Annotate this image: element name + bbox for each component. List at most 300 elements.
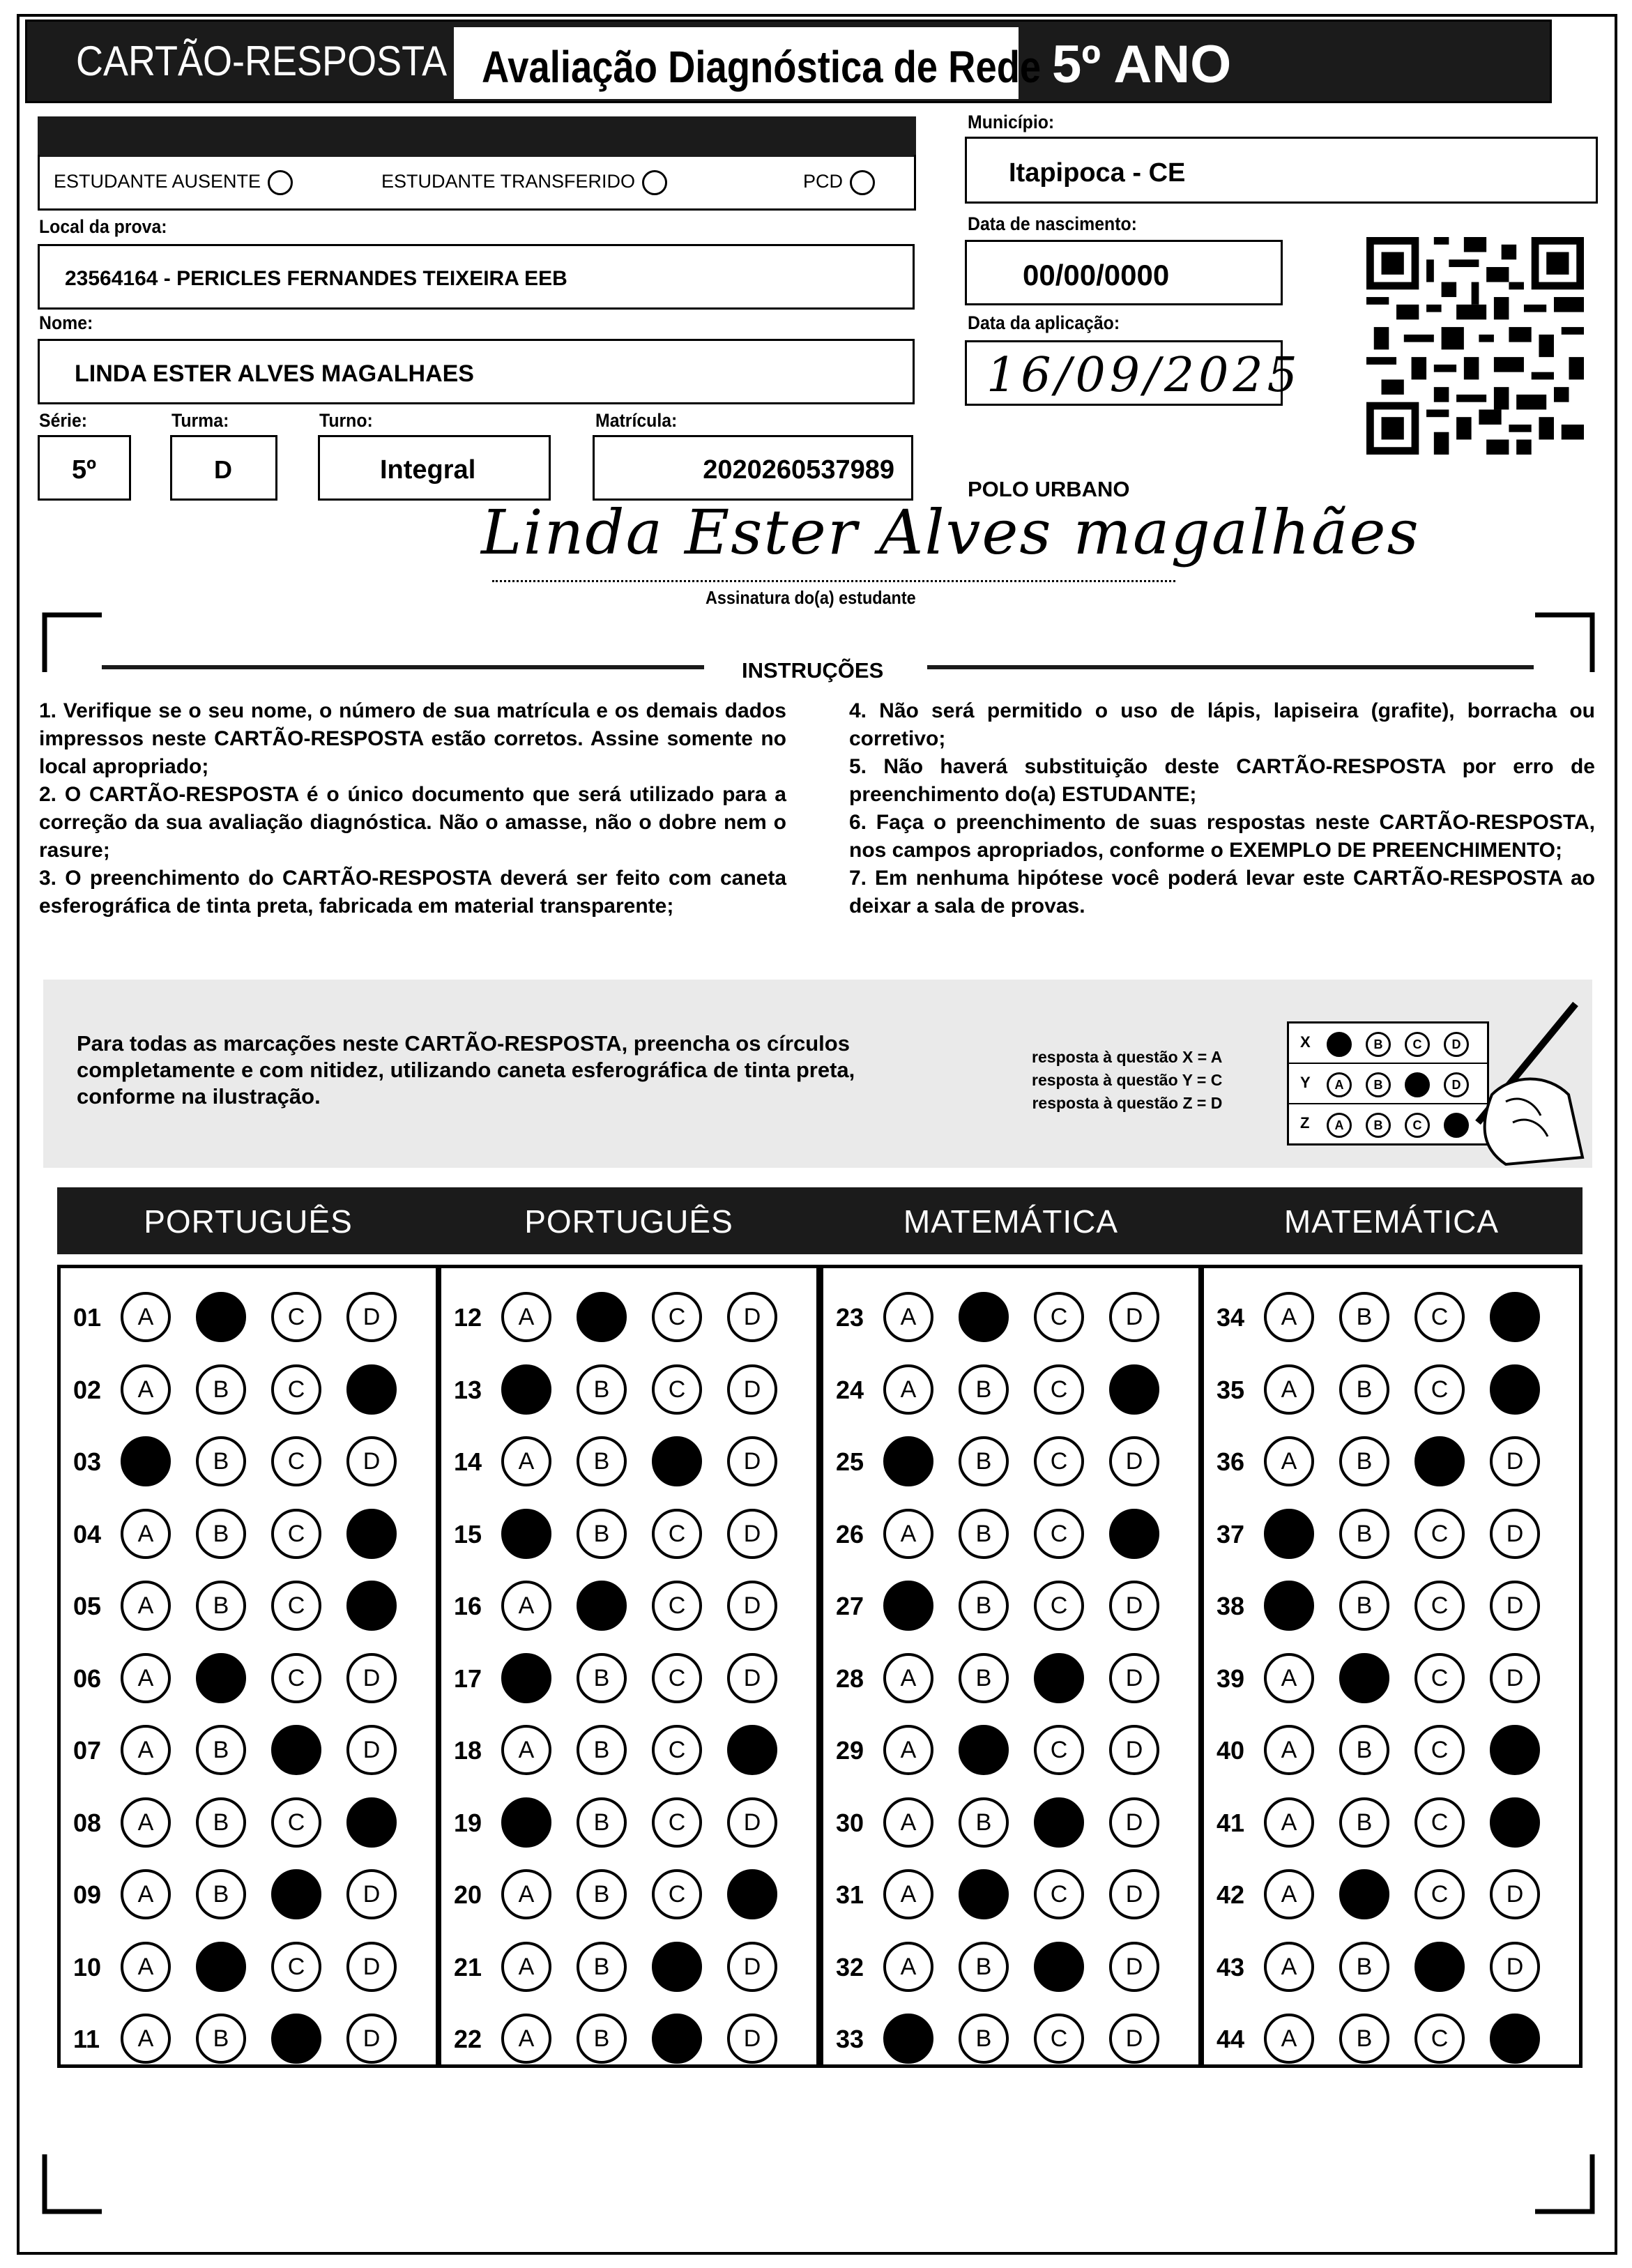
answer-bubble-a[interactable]: A [121,1869,171,1919]
municipality-value: Itapipoca - CE [1009,158,1186,188]
question-row [61,1289,436,1345]
answer-bubble-a[interactable]: A [883,2014,933,2064]
question-number: 32 [836,1952,864,1981]
answer-bubble-d[interactable]: D [1490,1942,1540,1992]
answer-bubble-b[interactable]: B [1339,1509,1389,1559]
absent-radio[interactable] [268,170,293,195]
answer-bubble-a[interactable]: A [883,1436,933,1486]
example-row-key: Z [1300,1114,1310,1132]
matricula-label: Matrícula: [595,410,678,431]
answer-bubble-b[interactable]: B [577,1942,627,1992]
question-number: 29 [836,1736,864,1765]
question-row [1204,1795,1579,1850]
birth-box [965,240,1283,305]
answer-bubble-d[interactable]: D [1490,1869,1540,1919]
subject-title: PORTUGUÊS [524,1203,733,1240]
question-number: 35 [1217,1375,1245,1404]
answer-bubble-c[interactable]: C [652,2014,702,2064]
question-row [441,1289,816,1345]
answer-bubble-c[interactable]: C [1034,1581,1084,1631]
example-legend [1032,1046,1222,1115]
answer-bubble-d[interactable]: D [346,1725,397,1775]
question-number: 36 [1217,1447,1245,1476]
answer-bubble-d[interactable]: D [346,1581,397,1631]
answer-bubble-c[interactable]: C [271,1725,321,1775]
instruction-6: 6. Faça o preenchimento de suas respostas neste CARTÃO-RESPOSTA, nos campos apropriados, conforme o EXEMPLO DE PREENCHIMENTO; [849,811,1595,862]
answer-bubble-a[interactable]: A [883,1869,933,1919]
signature-handwritten: Linda Ester Alves magalhães [481,496,1420,568]
subject-header [1200,1187,1583,1254]
answer-bubble-c[interactable]: C [652,1869,702,1919]
question-number: 38 [1217,1592,1245,1620]
question-row [441,1578,816,1634]
answer-bubble-c[interactable]: C [652,1653,702,1703]
answer-bubble-a[interactable]: A [883,1581,933,1631]
instructions-left [39,697,786,920]
question-number: 10 [73,1952,102,1981]
turno-label: Turno: [319,410,373,431]
birth-label: Data de nascimento: [968,213,1137,234]
answer-bubble-b[interactable]: B [577,1436,627,1486]
question-number: 01 [73,1303,102,1332]
applied-label: Data da aplicação: [968,312,1120,333]
question-number: 30 [836,1808,864,1837]
subject-header [820,1187,1202,1254]
location-value: 23564164 - PERICLES FERNANDES TEIXEIRA EEB [65,267,567,290]
answer-bubble-c[interactable]: C [1414,1797,1465,1848]
serie-value: 5º [72,455,97,485]
answer-bubble-b[interactable]: B [1339,1869,1389,1919]
question-row [441,1433,816,1489]
answer-bubble-b[interactable]: B [959,1942,1009,1992]
answer-bubble-d[interactable]: D [1109,1653,1159,1703]
answer-bubble-c[interactable]: C [271,1581,321,1631]
answer-bubble-c[interactable]: C [1414,1581,1465,1631]
example-bubble: A [1327,1113,1352,1138]
answer-bubble-c[interactable]: C [1034,1653,1084,1703]
question-row [61,2011,436,2067]
question-row [61,1795,436,1850]
answer-bubble-b[interactable]: B [196,2014,246,2064]
question-number: 04 [73,1519,102,1548]
answer-bubble-c[interactable]: C [271,1292,321,1342]
instruction-1: 1. Verifique se o seu nome, o número de sua matrícula e os demais dados impressos neste CARTÃO-RESPOSTA estão corretos. Assine somente no local apropriado; [39,699,786,778]
answer-bubble-a[interactable]: A [121,1292,171,1342]
question-row [441,1362,816,1417]
answer-bubble-b[interactable]: B [959,1509,1009,1559]
answer-bubble-d[interactable]: D [727,2014,777,2064]
answer-bubble-b[interactable]: B [1339,1653,1389,1703]
corner-mark-bottom-left [42,2152,105,2214]
answer-bubble-c[interactable]: C [1414,1653,1465,1703]
answer-bubble-d[interactable]: D [727,1581,777,1631]
answer-bubble-d[interactable]: D [346,1509,397,1559]
question-number: 07 [73,1736,102,1765]
answer-bubble-d[interactable]: D [346,1653,397,1703]
answer-bubble-c[interactable]: C [271,1797,321,1848]
question-row [1204,1362,1579,1417]
answer-bubble-d[interactable]: D [727,1509,777,1559]
answer-bubble-b[interactable]: B [196,1797,246,1848]
answer-bubble-c[interactable]: C [271,1653,321,1703]
question-row [61,1506,436,1562]
answer-bubble-c[interactable]: C [1034,1364,1084,1415]
answer-bubble-d[interactable]: D [1490,1797,1540,1848]
answer-bubble-a[interactable]: A [121,1509,171,1559]
question-row [441,1795,816,1850]
answer-bubble-c[interactable]: C [271,1364,321,1415]
answer-bubble-d[interactable]: D [1109,1436,1159,1486]
answer-bubble-c[interactable]: C [652,1725,702,1775]
answer-bubble-c[interactable]: C [271,2014,321,2064]
question-row [61,1722,436,1778]
answer-bubble-b[interactable]: B [577,1292,627,1342]
answer-bubble-a[interactable]: A [121,1436,171,1486]
question-row [61,1866,436,1922]
answer-bubble-a[interactable]: A [1264,1509,1314,1559]
question-number: 24 [836,1375,864,1404]
birth-value: 00/00/0000 [1023,259,1170,291]
answer-bubble-a[interactable]: A [1264,1942,1314,1992]
location-label: Local da prova: [39,216,167,237]
subject-title: MATEMÁTICA [903,1203,1119,1240]
answer-bubble-b[interactable]: B [959,1436,1009,1486]
answer-bubble-b[interactable]: B [1339,1364,1389,1415]
question-number: 31 [836,1880,864,1909]
answer-bubble-d[interactable]: D [1109,2014,1159,2064]
answer-bubble-b[interactable]: B [1339,1292,1389,1342]
question-row [1204,1650,1579,1706]
answer-bubble-b[interactable]: B [959,1581,1009,1631]
question-number: 27 [836,1592,864,1620]
answer-bubble-b[interactable]: B [959,1797,1009,1848]
answer-bubble-d[interactable]: D [1490,1509,1540,1559]
answer-bubble-a[interactable]: A [501,1942,551,1992]
answer-bubble-d[interactable]: D [346,1436,397,1486]
matricula-value: 2020260537989 [703,455,894,485]
answer-bubble-d[interactable]: D [1109,1509,1159,1559]
answer-bubble-c[interactable]: C [271,1509,321,1559]
answer-bubble-a[interactable]: A [121,1653,171,1703]
answer-bubble-d[interactable]: D [1109,1292,1159,1342]
answer-bubble-d[interactable]: D [1490,1364,1540,1415]
answer-bubble-b[interactable]: B [1339,2014,1389,2064]
answer-bubble-a[interactable]: A [1264,1797,1314,1848]
example-bubble: B [1366,1032,1391,1057]
name-label: Nome: [39,312,93,333]
answer-bubble-d[interactable]: D [727,1869,777,1919]
answer-bubble-a[interactable]: A [1264,1581,1314,1631]
example-bubble: B [1366,1072,1391,1097]
answer-bubble-c[interactable]: C [1414,1436,1465,1486]
flag-transferred[interactable] [381,170,667,195]
answer-bubble-a[interactable]: A [883,1725,933,1775]
answer-bubble-c[interactable]: C [1414,1364,1465,1415]
answer-bubble-b[interactable]: B [196,1869,246,1919]
answer-bubble-c[interactable]: C [271,1869,321,1919]
exam-title-box [454,27,1042,99]
question-row [1204,2011,1579,2067]
answer-bubble-a[interactable]: A [121,1364,171,1415]
answer-bubble-d[interactable]: D [1490,1725,1540,1775]
question-row [823,1433,1198,1489]
municipality-label: Município: [968,112,1055,132]
question-row [441,1939,816,1995]
question-row [1204,1939,1579,1995]
answer-bubble-a[interactable]: A [501,1797,551,1848]
applied-box [965,340,1302,406]
question-row [823,1866,1198,1922]
answer-bubble-d[interactable]: D [1109,1942,1159,1992]
answer-bubble-b[interactable]: B [959,1292,1009,1342]
answer-bubble-b[interactable]: B [577,1725,627,1775]
answer-bubble-b[interactable]: B [959,1869,1009,1919]
question-number: 22 [454,2025,482,2053]
answer-bubble-c[interactable]: C [1414,1869,1465,1919]
answer-bubble-b[interactable]: B [196,1581,246,1631]
status-flags [38,155,916,211]
question-number: 43 [1217,1952,1245,1981]
answer-bubble-b[interactable]: B [577,2014,627,2064]
answer-bubble-b[interactable]: B [196,1436,246,1486]
question-row [1204,1433,1579,1489]
answer-bubble-b[interactable]: B [1339,1942,1389,1992]
answer-bubble-c[interactable]: C [1034,1797,1084,1848]
signature-caption: Assinatura do(a) estudante [706,587,916,608]
turno-box [318,435,551,501]
answer-bubble-b[interactable]: B [196,1942,246,1992]
answer-bubble-a[interactable]: A [121,1797,171,1848]
question-row [61,1578,436,1634]
answer-bubble-c[interactable]: C [652,1364,702,1415]
answer-bubble-a[interactable]: A [883,1509,933,1559]
question-number: 06 [73,1664,102,1693]
answer-bubble-b[interactable]: B [1339,1797,1389,1848]
answer-bubble-b[interactable]: B [196,1292,246,1342]
question-number: 12 [454,1303,482,1332]
answer-bubble-b[interactable]: B [577,1653,627,1703]
question-number: 17 [454,1664,482,1693]
answer-bubble-a[interactable]: A [1264,1653,1314,1703]
answer-bubble-a[interactable]: A [121,1725,171,1775]
turma-value: D [214,455,232,484]
flag-absent[interactable] [54,170,293,195]
example-row-key: Y [1300,1074,1311,1091]
corner-mark-top-right [1532,612,1595,675]
question-row [61,1939,436,1995]
example-legend-x: resposta à questão X = A [1032,1048,1223,1066]
municipality-box [965,137,1598,204]
answer-bubble-c[interactable]: C [271,1436,321,1486]
answer-bubble-b[interactable]: B [959,1364,1009,1415]
answer-bubble-a[interactable]: A [501,1364,551,1415]
answer-bubble-d[interactable]: D [1109,1869,1159,1919]
answer-bubble-d[interactable]: D [346,1292,397,1342]
answer-bubble-c[interactable]: C [652,1509,702,1559]
question-number: 23 [836,1303,864,1332]
answer-bubble-a[interactable]: A [121,2014,171,2064]
answer-bubble-c[interactable]: C [1034,1436,1084,1486]
answer-bubble-d[interactable]: D [1490,1292,1540,1342]
answer-bubble-b[interactable]: B [959,2014,1009,2064]
answer-bubble-c[interactable]: C [1414,2014,1465,2064]
example-text: Para todas as marcações neste CARTÃO-RESPOSTA, preencha os círculos completamente e com nitidez, utilizando caneta esferográfica de tinta preta, conforme na ilustração. [77,1031,855,1109]
corner-mark-top-left [42,612,105,675]
answer-bubble-a[interactable]: A [501,1292,551,1342]
answer-bubble-c[interactable]: C [1034,1869,1084,1919]
corner-mark-bottom-right [1532,2152,1595,2214]
question-row [1204,1866,1579,1922]
example-bubble: C [1405,1072,1430,1097]
answer-bubble-c[interactable]: C [1414,1942,1465,1992]
applicator-bar [38,116,916,157]
answer-bubble-d[interactable]: D [1109,1581,1159,1631]
question-number: 21 [454,1952,482,1981]
answer-bubble-a[interactable]: A [1264,1725,1314,1775]
answer-bubble-b[interactable]: B [577,1581,627,1631]
pcd-radio[interactable] [850,170,875,195]
answer-bubble-a[interactable]: A [501,1436,551,1486]
question-row [61,1650,436,1706]
answer-bubble-d[interactable]: D [727,1942,777,1992]
answer-bubble-a[interactable]: A [501,1509,551,1559]
answer-column [1200,1265,1583,2068]
answer-bubble-d[interactable]: D [727,1364,777,1415]
example-bubble: C [1405,1113,1430,1138]
answer-bubble-c[interactable]: C [1034,2014,1084,2064]
answer-bubble-d[interactable]: D [727,1653,777,1703]
answer-bubble-b[interactable]: B [959,1725,1009,1775]
answer-bubble-b[interactable]: B [196,1653,246,1703]
answer-bubble-d[interactable]: D [1109,1725,1159,1775]
example-legend-z: resposta à questão Z = D [1032,1094,1223,1112]
answer-bubble-b[interactable]: B [1339,1725,1389,1775]
question-number: 26 [836,1519,864,1548]
example-bubble: C [1405,1032,1430,1057]
answer-bubble-a[interactable]: A [501,1581,551,1631]
answer-bubble-d[interactable]: D [346,1942,397,1992]
answer-bubble-a[interactable]: A [883,1942,933,1992]
subject-title: PORTUGUÊS [144,1203,353,1240]
question-number: 08 [73,1808,102,1837]
answer-bubble-a[interactable]: A [883,1364,933,1415]
question-row [823,1795,1198,1850]
answer-bubble-c[interactable]: C [652,1797,702,1848]
answer-bubble-d[interactable]: D [1109,1364,1159,1415]
answer-bubble-d[interactable]: D [727,1292,777,1342]
answer-column [438,1265,820,2068]
answer-bubble-d[interactable]: D [1490,1436,1540,1486]
example-bubble: D [1444,1113,1469,1138]
flag-transferred-label: ESTUDANTE TRANSFERIDO [381,171,636,192]
answer-bubble-b[interactable]: B [196,1725,246,1775]
answer-bubble-a[interactable]: A [883,1292,933,1342]
question-number: 03 [73,1447,102,1476]
answer-bubble-a[interactable]: A [121,1581,171,1631]
example-bubble: A [1327,1072,1352,1097]
answer-bubble-d[interactable]: D [1490,2014,1540,2064]
question-number: 34 [1217,1303,1245,1332]
example-row-key: X [1300,1033,1311,1051]
turno-value: Integral [380,455,476,485]
turma-box [170,435,277,501]
answer-bubble-a[interactable]: A [1264,1869,1314,1919]
answer-bubble-c[interactable]: C [1034,1509,1084,1559]
answer-bubble-c[interactable]: C [652,1436,702,1486]
answer-bubble-d[interactable]: D [346,1364,397,1415]
answer-bubble-b[interactable]: B [196,1509,246,1559]
answer-bubble-d[interactable]: D [727,1436,777,1486]
answer-bubble-b[interactable]: B [196,1364,246,1415]
answer-bubble-d[interactable]: D [1490,1581,1540,1631]
answer-bubble-a[interactable]: A [1264,1436,1314,1486]
answer-bubble-d[interactable]: D [1109,1797,1159,1848]
answer-bubble-a[interactable]: A [1264,2014,1314,2064]
answer-bubble-b[interactable]: B [1339,1436,1389,1486]
answer-column [820,1265,1202,2068]
question-row [1204,1506,1579,1562]
answer-bubble-b[interactable]: B [577,1869,627,1919]
question-row [441,1506,816,1562]
answer-bubble-c[interactable]: C [652,1942,702,1992]
answer-bubble-d[interactable]: D [727,1725,777,1775]
answer-bubble-c[interactable]: C [1414,1292,1465,1342]
answer-bubble-a[interactable]: A [1264,1364,1314,1415]
answer-bubble-a[interactable]: A [501,1725,551,1775]
answer-bubble-d[interactable]: D [1490,1653,1540,1703]
answer-bubble-a[interactable]: A [883,1653,933,1703]
question-row [823,1506,1198,1562]
flag-pcd[interactable] [803,170,875,195]
answer-bubble-c[interactable]: C [1034,1725,1084,1775]
answer-bubble-d[interactable]: D [346,2014,397,2064]
name-value: LINDA ESTER ALVES MAGALHAES [75,360,474,387]
answer-bubble-b[interactable]: B [577,1364,627,1415]
answer-bubble-d[interactable]: D [346,1869,397,1919]
exam-title: Avaliação Diagnóstica de Rede [482,42,1042,92]
answer-bubble-a[interactable]: A [501,1653,551,1703]
card-title: CARTÃO-RESPOSTA [76,38,448,84]
answer-bubble-a[interactable]: A [501,2014,551,2064]
answer-bubble-b[interactable]: B [577,1509,627,1559]
question-row [823,1939,1198,1995]
answer-bubble-b[interactable]: B [577,1797,627,1848]
question-number: 41 [1217,1808,1245,1837]
answer-bubble-d[interactable]: D [727,1797,777,1848]
answer-bubble-c[interactable]: C [1414,1509,1465,1559]
location-box [38,244,915,310]
answer-bubble-a[interactable]: A [883,1797,933,1848]
question-number: 02 [73,1375,102,1404]
answer-bubble-a[interactable]: A [1264,1292,1314,1342]
transferred-radio[interactable] [642,170,667,195]
answer-bubble-c[interactable]: C [652,1292,702,1342]
answer-bubble-c[interactable]: C [1414,1725,1465,1775]
example-bubble: A [1327,1032,1352,1057]
answer-bubble-b[interactable]: B [1339,1581,1389,1631]
answer-bubble-c[interactable]: C [271,1942,321,1992]
question-row [823,1362,1198,1417]
answer-bubble-d[interactable]: D [346,1797,397,1848]
answer-bubble-c[interactable]: C [1034,1292,1084,1342]
answer-bubble-b[interactable]: B [959,1653,1009,1703]
question-row [823,1578,1198,1634]
applied-value: 16/09/2025 [986,348,1302,403]
answer-bubble-c[interactable]: C [652,1581,702,1631]
answer-bubble-c[interactable]: C [1034,1942,1084,1992]
answer-bubble-a[interactable]: A [121,1942,171,1992]
answer-bubble-a[interactable]: A [501,1869,551,1919]
